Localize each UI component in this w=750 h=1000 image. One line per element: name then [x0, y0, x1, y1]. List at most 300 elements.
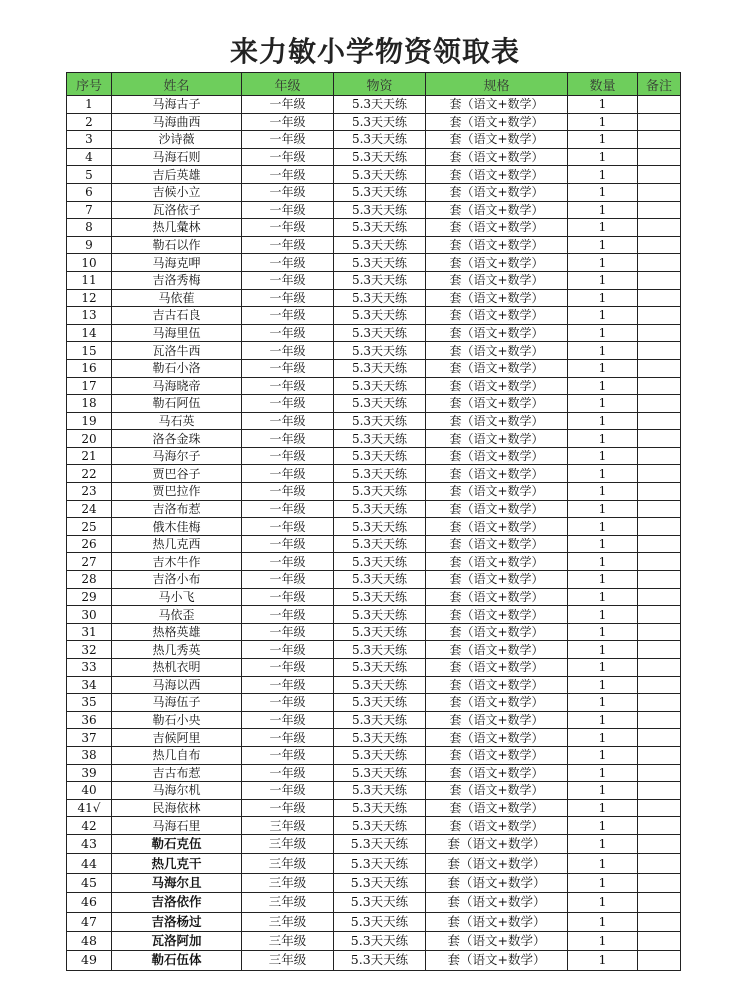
table-row — [67, 694, 681, 712]
cell-remarks — [638, 931, 681, 950]
cell-spec: 套（语文+数学） — [426, 342, 568, 360]
cell-quantity: 1 — [568, 307, 638, 325]
table-row — [67, 500, 681, 518]
cell-index: 4 — [67, 148, 112, 166]
cell-item: 5.3天天练 — [334, 183, 426, 201]
table-row — [67, 764, 681, 782]
cell-index: 46 — [67, 893, 112, 912]
cell-spec: 套（语文+数学） — [426, 553, 568, 571]
table-row — [67, 931, 681, 950]
cell-item: 5.3天天练 — [334, 131, 426, 149]
cell-remarks — [638, 535, 681, 553]
cell-index: 33 — [67, 659, 112, 677]
table-row — [67, 447, 681, 465]
cell-grade: 一年级 — [242, 606, 334, 624]
cell-quantity: 1 — [568, 359, 638, 377]
cell-grade: 一年级 — [242, 96, 334, 114]
table-row — [67, 219, 681, 237]
cell-remarks — [638, 676, 681, 694]
table-row — [67, 254, 681, 272]
cell-grade: 三年级 — [242, 873, 334, 892]
cell-name: 吉候阿里 — [112, 729, 242, 747]
cell-name: 瓦洛依子 — [112, 201, 242, 219]
cell-remarks — [638, 377, 681, 395]
cell-quantity: 1 — [568, 854, 638, 873]
cell-grade: 一年级 — [242, 571, 334, 589]
cell-quantity: 1 — [568, 113, 638, 131]
cell-grade: 一年级 — [242, 746, 334, 764]
table-row — [67, 377, 681, 395]
cell-quantity: 1 — [568, 96, 638, 114]
table-row — [67, 483, 681, 501]
cell-grade: 一年级 — [242, 236, 334, 254]
header-index: 序号 — [67, 73, 112, 96]
cell-item: 5.3天天练 — [334, 782, 426, 800]
cell-spec: 套（语文+数学） — [426, 746, 568, 764]
cell-item: 5.3天天练 — [334, 500, 426, 518]
cell-grade: 一年级 — [242, 676, 334, 694]
cell-index: 39 — [67, 764, 112, 782]
cell-item: 5.3天天练 — [334, 571, 426, 589]
cell-spec: 套（语文+数学） — [426, 535, 568, 553]
cell-item: 5.3天天练 — [334, 465, 426, 483]
cell-remarks — [638, 96, 681, 114]
cell-name: 吉后英雄 — [112, 166, 242, 184]
cell-item: 5.3天天练 — [334, 931, 426, 950]
cell-grade: 一年级 — [242, 535, 334, 553]
cell-name: 马海尔机 — [112, 782, 242, 800]
cell-name: 吉古布惹 — [112, 764, 242, 782]
cell-index: 34 — [67, 676, 112, 694]
table-row — [67, 571, 681, 589]
cell-name: 马海石则 — [112, 148, 242, 166]
cell-name: 贾巴谷子 — [112, 465, 242, 483]
cell-quantity: 1 — [568, 659, 638, 677]
table-row — [67, 893, 681, 912]
cell-grade: 一年级 — [242, 430, 334, 448]
cell-name: 瓦洛阿加 — [112, 931, 242, 950]
cell-item: 5.3天天练 — [334, 271, 426, 289]
cell-spec: 套（语文+数学） — [426, 359, 568, 377]
table-row — [67, 951, 681, 970]
cell-spec: 套（语文+数学） — [426, 236, 568, 254]
cell-spec: 套（语文+数学） — [426, 659, 568, 677]
cell-name: 马海晓帝 — [112, 377, 242, 395]
cell-item: 5.3天天练 — [334, 641, 426, 659]
distribution-table — [66, 72, 681, 971]
cell-grade: 一年级 — [242, 694, 334, 712]
cell-quantity: 1 — [568, 641, 638, 659]
cell-spec: 套（语文+数学） — [426, 254, 568, 272]
cell-quantity: 1 — [568, 518, 638, 536]
cell-item: 5.3天天练 — [334, 817, 426, 835]
cell-remarks — [638, 465, 681, 483]
cell-remarks — [638, 324, 681, 342]
cell-name: 吉洛依作 — [112, 893, 242, 912]
cell-index: 26 — [67, 535, 112, 553]
cell-quantity: 1 — [568, 183, 638, 201]
cell-name: 贾巴拉作 — [112, 483, 242, 501]
cell-name: 沙诗薇 — [112, 131, 242, 149]
cell-name: 热格英雄 — [112, 623, 242, 641]
cell-remarks — [638, 553, 681, 571]
cell-item: 5.3天天练 — [334, 912, 426, 931]
table-row — [67, 834, 681, 853]
cell-spec: 套（语文+数学） — [426, 430, 568, 448]
cell-remarks — [638, 148, 681, 166]
cell-quantity: 1 — [568, 873, 638, 892]
cell-index: 27 — [67, 553, 112, 571]
cell-quantity: 1 — [568, 951, 638, 970]
cell-quantity: 1 — [568, 289, 638, 307]
table-row — [67, 201, 681, 219]
cell-remarks — [638, 623, 681, 641]
cell-item: 5.3天天练 — [334, 254, 426, 272]
cell-grade: 一年级 — [242, 254, 334, 272]
cell-quantity: 1 — [568, 893, 638, 912]
table-row — [67, 395, 681, 413]
table-row — [67, 535, 681, 553]
header-item: 物资 — [334, 73, 426, 96]
cell-name: 马海以西 — [112, 676, 242, 694]
cell-remarks — [638, 873, 681, 892]
table-row — [67, 131, 681, 149]
cell-remarks — [638, 659, 681, 677]
cell-item: 5.3天天练 — [334, 219, 426, 237]
cell-item: 5.3天天练 — [334, 553, 426, 571]
cell-quantity: 1 — [568, 324, 638, 342]
cell-spec: 套（语文+数学） — [426, 711, 568, 729]
cell-remarks — [638, 854, 681, 873]
cell-index: 32 — [67, 641, 112, 659]
cell-spec: 套（语文+数学） — [426, 131, 568, 149]
cell-quantity: 1 — [568, 377, 638, 395]
cell-index: 20 — [67, 430, 112, 448]
cell-name: 热几克西 — [112, 535, 242, 553]
cell-quantity: 1 — [568, 430, 638, 448]
cell-name: 马海古子 — [112, 96, 242, 114]
cell-index: 42 — [67, 817, 112, 835]
cell-grade: 一年级 — [242, 183, 334, 201]
table-row — [67, 359, 681, 377]
cell-spec: 套（语文+数学） — [426, 641, 568, 659]
cell-spec: 套（语文+数学） — [426, 166, 568, 184]
cell-index: 29 — [67, 588, 112, 606]
cell-quantity: 1 — [568, 606, 638, 624]
table-row — [67, 148, 681, 166]
table-row — [67, 729, 681, 747]
cell-remarks — [638, 359, 681, 377]
cell-spec: 套（语文+数学） — [426, 893, 568, 912]
table-row — [67, 430, 681, 448]
cell-grade: 一年级 — [242, 799, 334, 817]
cell-name: 马依歪 — [112, 606, 242, 624]
cell-index: 41√ — [67, 799, 112, 817]
cell-spec: 套（语文+数学） — [426, 307, 568, 325]
cell-index: 2 — [67, 113, 112, 131]
cell-item: 5.3天天练 — [334, 606, 426, 624]
cell-remarks — [638, 395, 681, 413]
cell-remarks — [638, 289, 681, 307]
cell-quantity: 1 — [568, 148, 638, 166]
cell-grade: 三年级 — [242, 951, 334, 970]
cell-spec: 套（语文+数学） — [426, 113, 568, 131]
cell-quantity: 1 — [568, 912, 638, 931]
cell-spec: 套（语文+数学） — [426, 854, 568, 873]
cell-grade: 一年级 — [242, 113, 334, 131]
cell-quantity: 1 — [568, 623, 638, 641]
cell-spec: 套（语文+数学） — [426, 931, 568, 950]
cell-spec: 套（语文+数学） — [426, 271, 568, 289]
table-row — [67, 641, 681, 659]
cell-spec: 套（语文+数学） — [426, 395, 568, 413]
cell-spec: 套（语文+数学） — [426, 764, 568, 782]
cell-grade: 一年级 — [242, 483, 334, 501]
cell-name: 马海尔子 — [112, 447, 242, 465]
cell-item: 5.3天天练 — [334, 834, 426, 853]
cell-name: 热几秀英 — [112, 641, 242, 659]
table-row — [67, 782, 681, 800]
cell-spec: 套（语文+数学） — [426, 447, 568, 465]
cell-name: 马石英 — [112, 412, 242, 430]
cell-quantity: 1 — [568, 764, 638, 782]
cell-name: 勒石以作 — [112, 236, 242, 254]
cell-quantity: 1 — [568, 447, 638, 465]
cell-quantity: 1 — [568, 483, 638, 501]
cell-name: 吉洛杨过 — [112, 912, 242, 931]
cell-index: 14 — [67, 324, 112, 342]
cell-spec: 套（语文+数学） — [426, 817, 568, 835]
cell-spec: 套（语文+数学） — [426, 912, 568, 931]
cell-item: 5.3天天练 — [334, 676, 426, 694]
cell-quantity: 1 — [568, 254, 638, 272]
cell-index: 37 — [67, 729, 112, 747]
cell-grade: 三年级 — [242, 931, 334, 950]
cell-item: 5.3天天练 — [334, 694, 426, 712]
cell-index: 40 — [67, 782, 112, 800]
cell-index: 45 — [67, 873, 112, 892]
cell-quantity: 1 — [568, 782, 638, 800]
cell-remarks — [638, 641, 681, 659]
table-row — [67, 289, 681, 307]
cell-index: 19 — [67, 412, 112, 430]
cell-grade: 一年级 — [242, 711, 334, 729]
cell-grade: 三年级 — [242, 854, 334, 873]
cell-spec: 套（语文+数学） — [426, 483, 568, 501]
cell-grade: 一年级 — [242, 201, 334, 219]
cell-index: 35 — [67, 694, 112, 712]
header-name: 姓名 — [112, 73, 242, 96]
table-row — [67, 518, 681, 536]
header-grade: 年级 — [242, 73, 334, 96]
cell-quantity: 1 — [568, 694, 638, 712]
table-row — [67, 324, 681, 342]
cell-spec: 套（语文+数学） — [426, 799, 568, 817]
cell-name: 马海伍子 — [112, 694, 242, 712]
cell-index: 22 — [67, 465, 112, 483]
cell-item: 5.3天天练 — [334, 412, 426, 430]
cell-name: 吉候小立 — [112, 183, 242, 201]
cell-item: 5.3天天练 — [334, 289, 426, 307]
cell-quantity: 1 — [568, 535, 638, 553]
table-row — [67, 873, 681, 892]
cell-grade: 三年级 — [242, 834, 334, 853]
cell-item: 5.3天天练 — [334, 236, 426, 254]
cell-item: 5.3天天练 — [334, 518, 426, 536]
cell-grade: 一年级 — [242, 289, 334, 307]
cell-index: 38 — [67, 746, 112, 764]
cell-item: 5.3天天练 — [334, 729, 426, 747]
cell-item: 5.3天天练 — [334, 711, 426, 729]
cell-remarks — [638, 254, 681, 272]
cell-index: 36 — [67, 711, 112, 729]
cell-spec: 套（语文+数学） — [426, 873, 568, 892]
cell-grade: 三年级 — [242, 893, 334, 912]
cell-name: 吉洛秀梅 — [112, 271, 242, 289]
cell-remarks — [638, 729, 681, 747]
cell-name: 吉洛布惹 — [112, 500, 242, 518]
cell-name: 勒石伍体 — [112, 951, 242, 970]
cell-index: 16 — [67, 359, 112, 377]
table-row — [67, 96, 681, 114]
cell-item: 5.3天天练 — [334, 764, 426, 782]
cell-remarks — [638, 166, 681, 184]
cell-remarks — [638, 342, 681, 360]
cell-remarks — [638, 834, 681, 853]
cell-index: 25 — [67, 518, 112, 536]
cell-remarks — [638, 201, 681, 219]
cell-name: 热几克干 — [112, 854, 242, 873]
cell-grade: 一年级 — [242, 782, 334, 800]
cell-quantity: 1 — [568, 236, 638, 254]
cell-grade: 一年级 — [242, 764, 334, 782]
cell-remarks — [638, 500, 681, 518]
cell-spec: 套（语文+数学） — [426, 377, 568, 395]
table-row — [67, 166, 681, 184]
cell-grade: 一年级 — [242, 500, 334, 518]
cell-index: 17 — [67, 377, 112, 395]
table-row — [67, 606, 681, 624]
cell-remarks — [638, 746, 681, 764]
cell-grade: 一年级 — [242, 342, 334, 360]
cell-grade: 一年级 — [242, 377, 334, 395]
cell-quantity: 1 — [568, 834, 638, 853]
cell-remarks — [638, 131, 681, 149]
cell-grade: 一年级 — [242, 412, 334, 430]
cell-grade: 一年级 — [242, 395, 334, 413]
cell-grade: 一年级 — [242, 553, 334, 571]
cell-name: 马依萑 — [112, 289, 242, 307]
cell-quantity: 1 — [568, 201, 638, 219]
cell-name: 洛各金珠 — [112, 430, 242, 448]
cell-remarks — [638, 782, 681, 800]
cell-index: 13 — [67, 307, 112, 325]
cell-grade: 一年级 — [242, 623, 334, 641]
cell-name: 勒石小洛 — [112, 359, 242, 377]
cell-quantity: 1 — [568, 166, 638, 184]
cell-remarks — [638, 412, 681, 430]
cell-index: 10 — [67, 254, 112, 272]
cell-remarks — [638, 711, 681, 729]
cell-remarks — [638, 606, 681, 624]
cell-name: 热机衣明 — [112, 659, 242, 677]
cell-spec: 套（语文+数学） — [426, 465, 568, 483]
table-row — [67, 711, 681, 729]
cell-index: 28 — [67, 571, 112, 589]
cell-quantity: 1 — [568, 931, 638, 950]
cell-remarks — [638, 571, 681, 589]
cell-item: 5.3天天练 — [334, 873, 426, 892]
cell-name: 俄木佳梅 — [112, 518, 242, 536]
cell-spec: 套（语文+数学） — [426, 676, 568, 694]
cell-spec: 套（语文+数学） — [426, 694, 568, 712]
cell-index: 3 — [67, 131, 112, 149]
cell-spec: 套（语文+数学） — [426, 148, 568, 166]
cell-spec: 套（语文+数学） — [426, 588, 568, 606]
cell-index: 21 — [67, 447, 112, 465]
table-row — [67, 799, 681, 817]
header-quantity: 数量 — [568, 73, 638, 96]
cell-spec: 套（语文+数学） — [426, 951, 568, 970]
cell-grade: 一年级 — [242, 588, 334, 606]
cell-remarks — [638, 817, 681, 835]
cell-name: 马海里伍 — [112, 324, 242, 342]
cell-index: 8 — [67, 219, 112, 237]
cell-remarks — [638, 236, 681, 254]
cell-index: 30 — [67, 606, 112, 624]
cell-quantity: 1 — [568, 799, 638, 817]
cell-grade: 一年级 — [242, 219, 334, 237]
cell-remarks — [638, 447, 681, 465]
cell-grade: 一年级 — [242, 324, 334, 342]
cell-item: 5.3天天练 — [334, 951, 426, 970]
cell-spec: 套（语文+数学） — [426, 201, 568, 219]
cell-spec: 套（语文+数学） — [426, 834, 568, 853]
cell-index: 44 — [67, 854, 112, 873]
cell-item: 5.3天天练 — [334, 659, 426, 677]
cell-item: 5.3天天练 — [334, 535, 426, 553]
cell-item: 5.3天天练 — [334, 201, 426, 219]
cell-grade: 一年级 — [242, 659, 334, 677]
cell-item: 5.3天天练 — [334, 623, 426, 641]
cell-spec: 套（语文+数学） — [426, 412, 568, 430]
cell-index: 6 — [67, 183, 112, 201]
cell-remarks — [638, 113, 681, 131]
table-row — [67, 623, 681, 641]
header-spec: 规格 — [426, 73, 568, 96]
cell-remarks — [638, 951, 681, 970]
table-header-row — [67, 73, 681, 96]
cell-item: 5.3天天练 — [334, 799, 426, 817]
cell-index: 7 — [67, 201, 112, 219]
cell-remarks — [638, 912, 681, 931]
cell-index: 47 — [67, 912, 112, 931]
cell-item: 5.3天天练 — [334, 148, 426, 166]
cell-name: 马海克呷 — [112, 254, 242, 272]
cell-remarks — [638, 764, 681, 782]
cell-remarks — [638, 183, 681, 201]
cell-quantity: 1 — [568, 131, 638, 149]
cell-quantity: 1 — [568, 219, 638, 237]
table-row — [67, 746, 681, 764]
cell-name: 勒石阿伍 — [112, 395, 242, 413]
cell-index: 9 — [67, 236, 112, 254]
table-row — [67, 676, 681, 694]
cell-name: 马小飞 — [112, 588, 242, 606]
cell-quantity: 1 — [568, 588, 638, 606]
cell-index: 1 — [67, 96, 112, 114]
cell-grade: 一年级 — [242, 641, 334, 659]
